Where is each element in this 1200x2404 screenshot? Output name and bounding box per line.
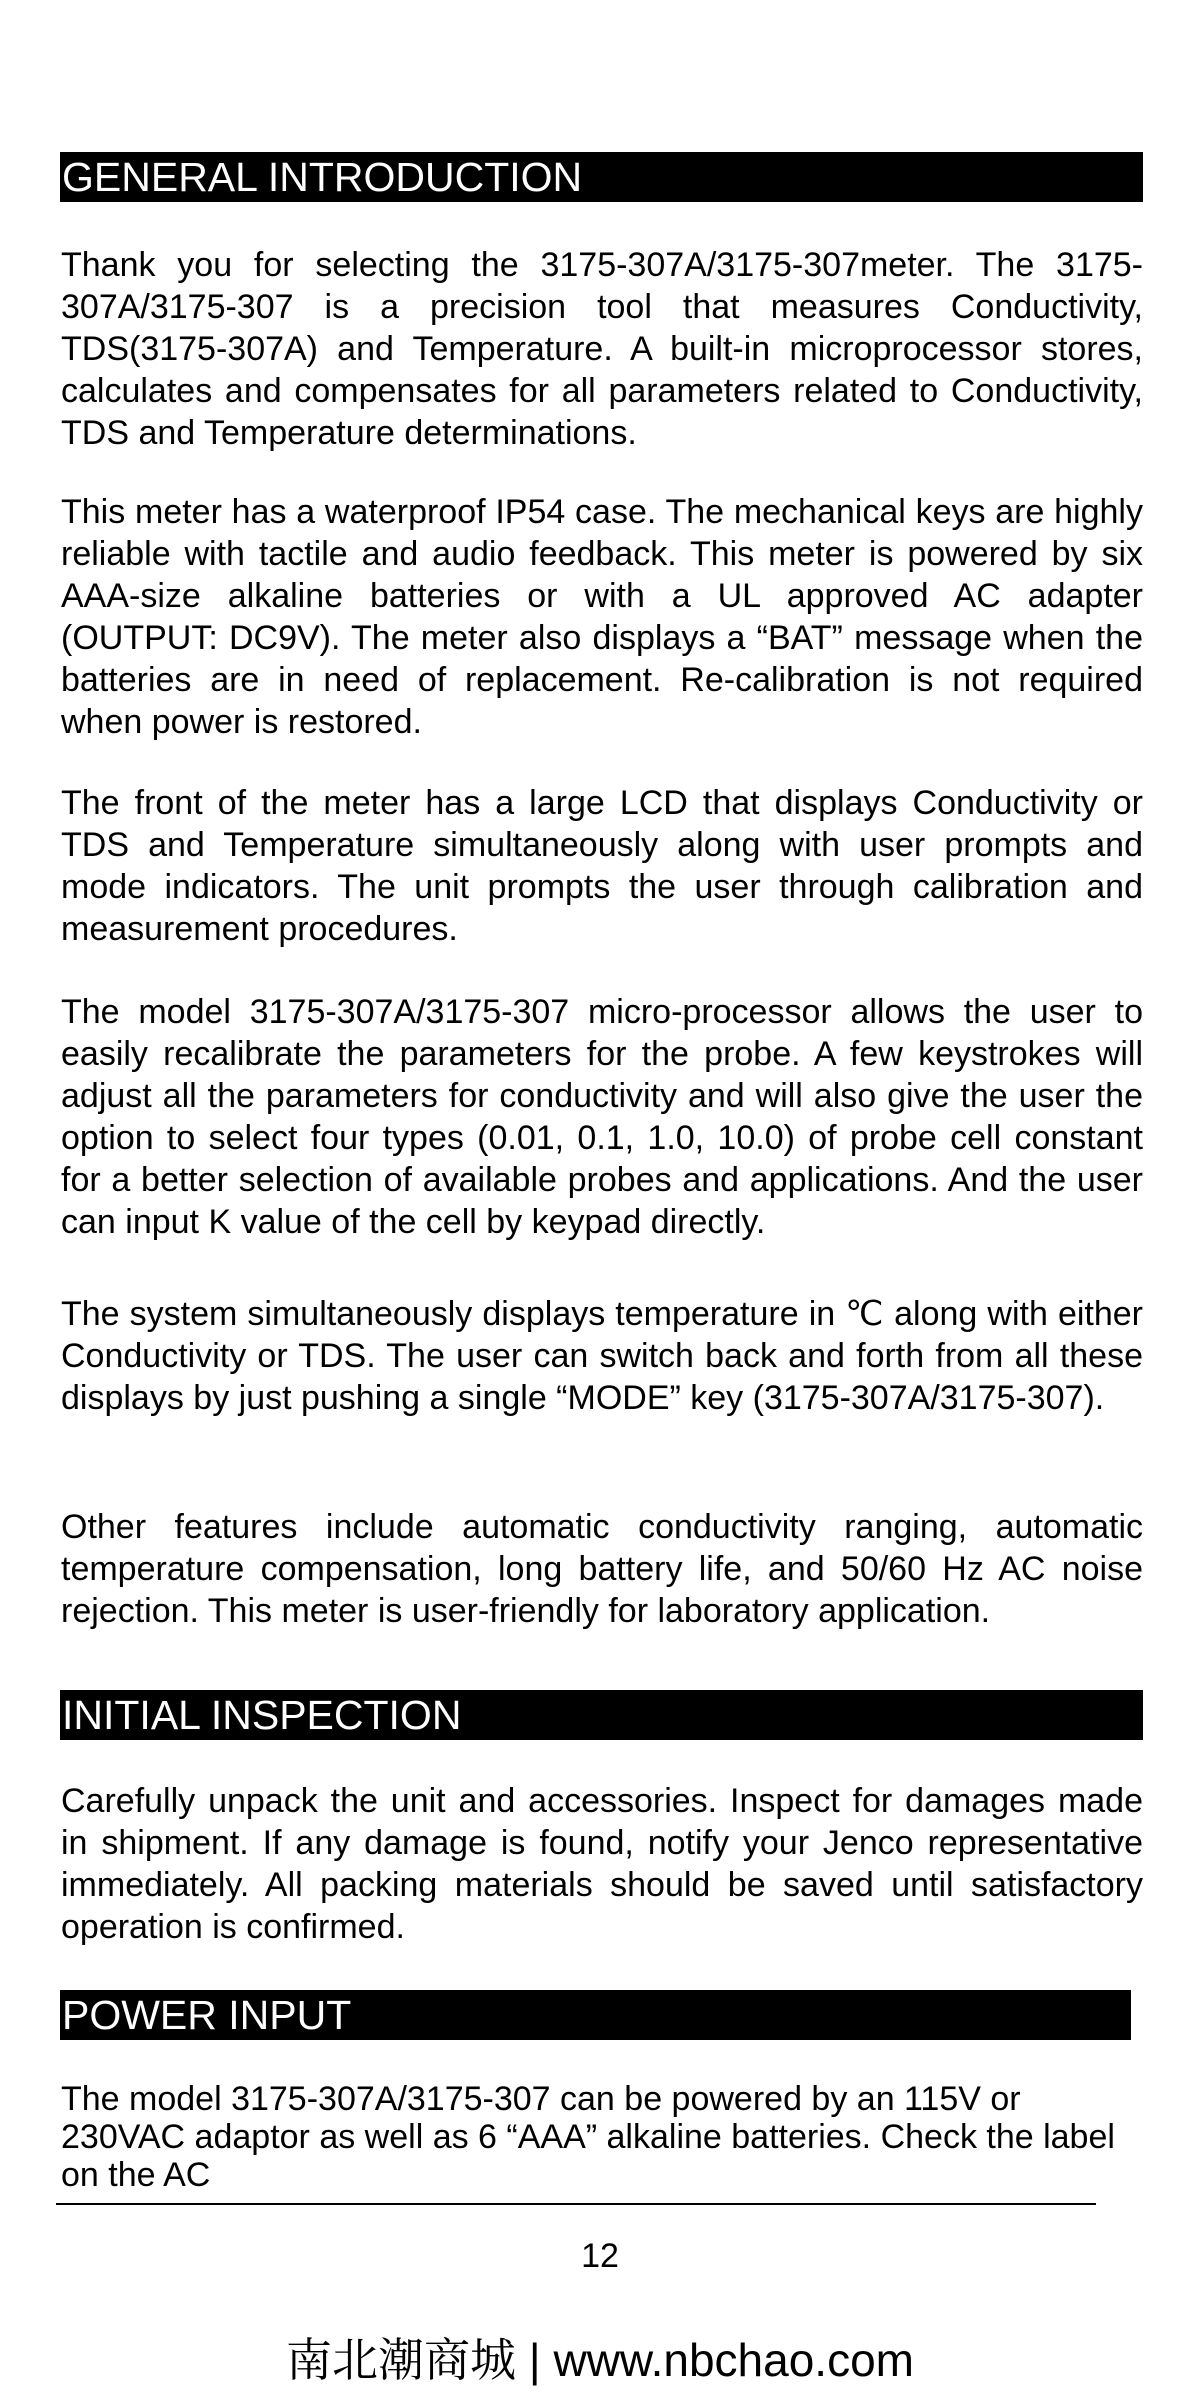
- paragraph-power-input: The model 3175-307A/3175-307 can be powered by an 115V or 230VAC adaptor as well as 6 “AAA” alkaline batteries. Check the label on the AC: [61, 2080, 1115, 2194]
- paragraph-intro-2: This meter has a waterproof IP54 case. The mechanical keys are highly reliable with tactile and audio feedback. This meter is powered by six AAA-size alkaline batteries or with a UL approved AC adapter (OUTPUT: DC9V). The meter also displays a “BAT” message when the batteries are in need of replacement. Re-calibration is not required when power is restored.: [61, 493, 1143, 741]
- paragraph-intro-5: The system simultaneously displays temperature in ℃ along with either Conductivity or TDS. The user can switch back and forth from all these displays by just pushing a single “MODE” key (3175-307A/3175-307).: [61, 1295, 1143, 1417]
- section-heading-general-introduction: GENERAL INTRODUCTION: [60, 152, 1143, 202]
- page-number: 12: [581, 2237, 619, 2275]
- paragraph-intro-1: Thank you for selecting the 3175-307A/3175-307meter. The 3175-307A/3175-307 is a precision tool that measures Conductivity, TDS(3175-307A) and Temperature. A built-in microprocessor stores, calculates and compensates for all parameters related to Conductivity, TDS and Temperature determinations.: [61, 246, 1143, 452]
- paragraph-intro-3: The front of the meter has a large LCD that displays Conductivity or TDS and Temperature simultaneously along with user prompts and mode indicators. The unit prompts the user through calibration and measurement procedures.: [61, 784, 1143, 948]
- section-heading-initial-inspection: INITIAL INSPECTION: [60, 1690, 1143, 1740]
- paragraph-intro-6: Other features include automatic conductivity ranging, automatic temperature compensation, long battery life, and 50/60 Hz AC noise rejection. This meter is user-friendly for laboratory application.: [61, 1508, 1143, 1630]
- footer-divider: [56, 2203, 1096, 2205]
- watermark-text: 南北潮商城 | www.nbchao.com: [285, 2334, 914, 2386]
- section-heading-power-input: POWER INPUT: [60, 1990, 1131, 2040]
- paragraph-inspection: Carefully unpack the unit and accessories. Inspect for damages made in shipment. If any damage is found, notify your Jenco representative immediately. All packing materials should be saved until satisfactory operation is confirmed.: [61, 1782, 1143, 1946]
- paragraph-intro-4: The model 3175-307A/3175-307 micro-processor allows the user to easily recalibrate the parameters for the probe. A few keystrokes will adjust all the parameters for conductivity and will also give the user the option to select four types (0.01, 0.1, 1.0, 10.0) of probe cell constant for a better selection of available probes and applications. And the user can input K value of the cell by keypad directly.: [61, 993, 1143, 1241]
